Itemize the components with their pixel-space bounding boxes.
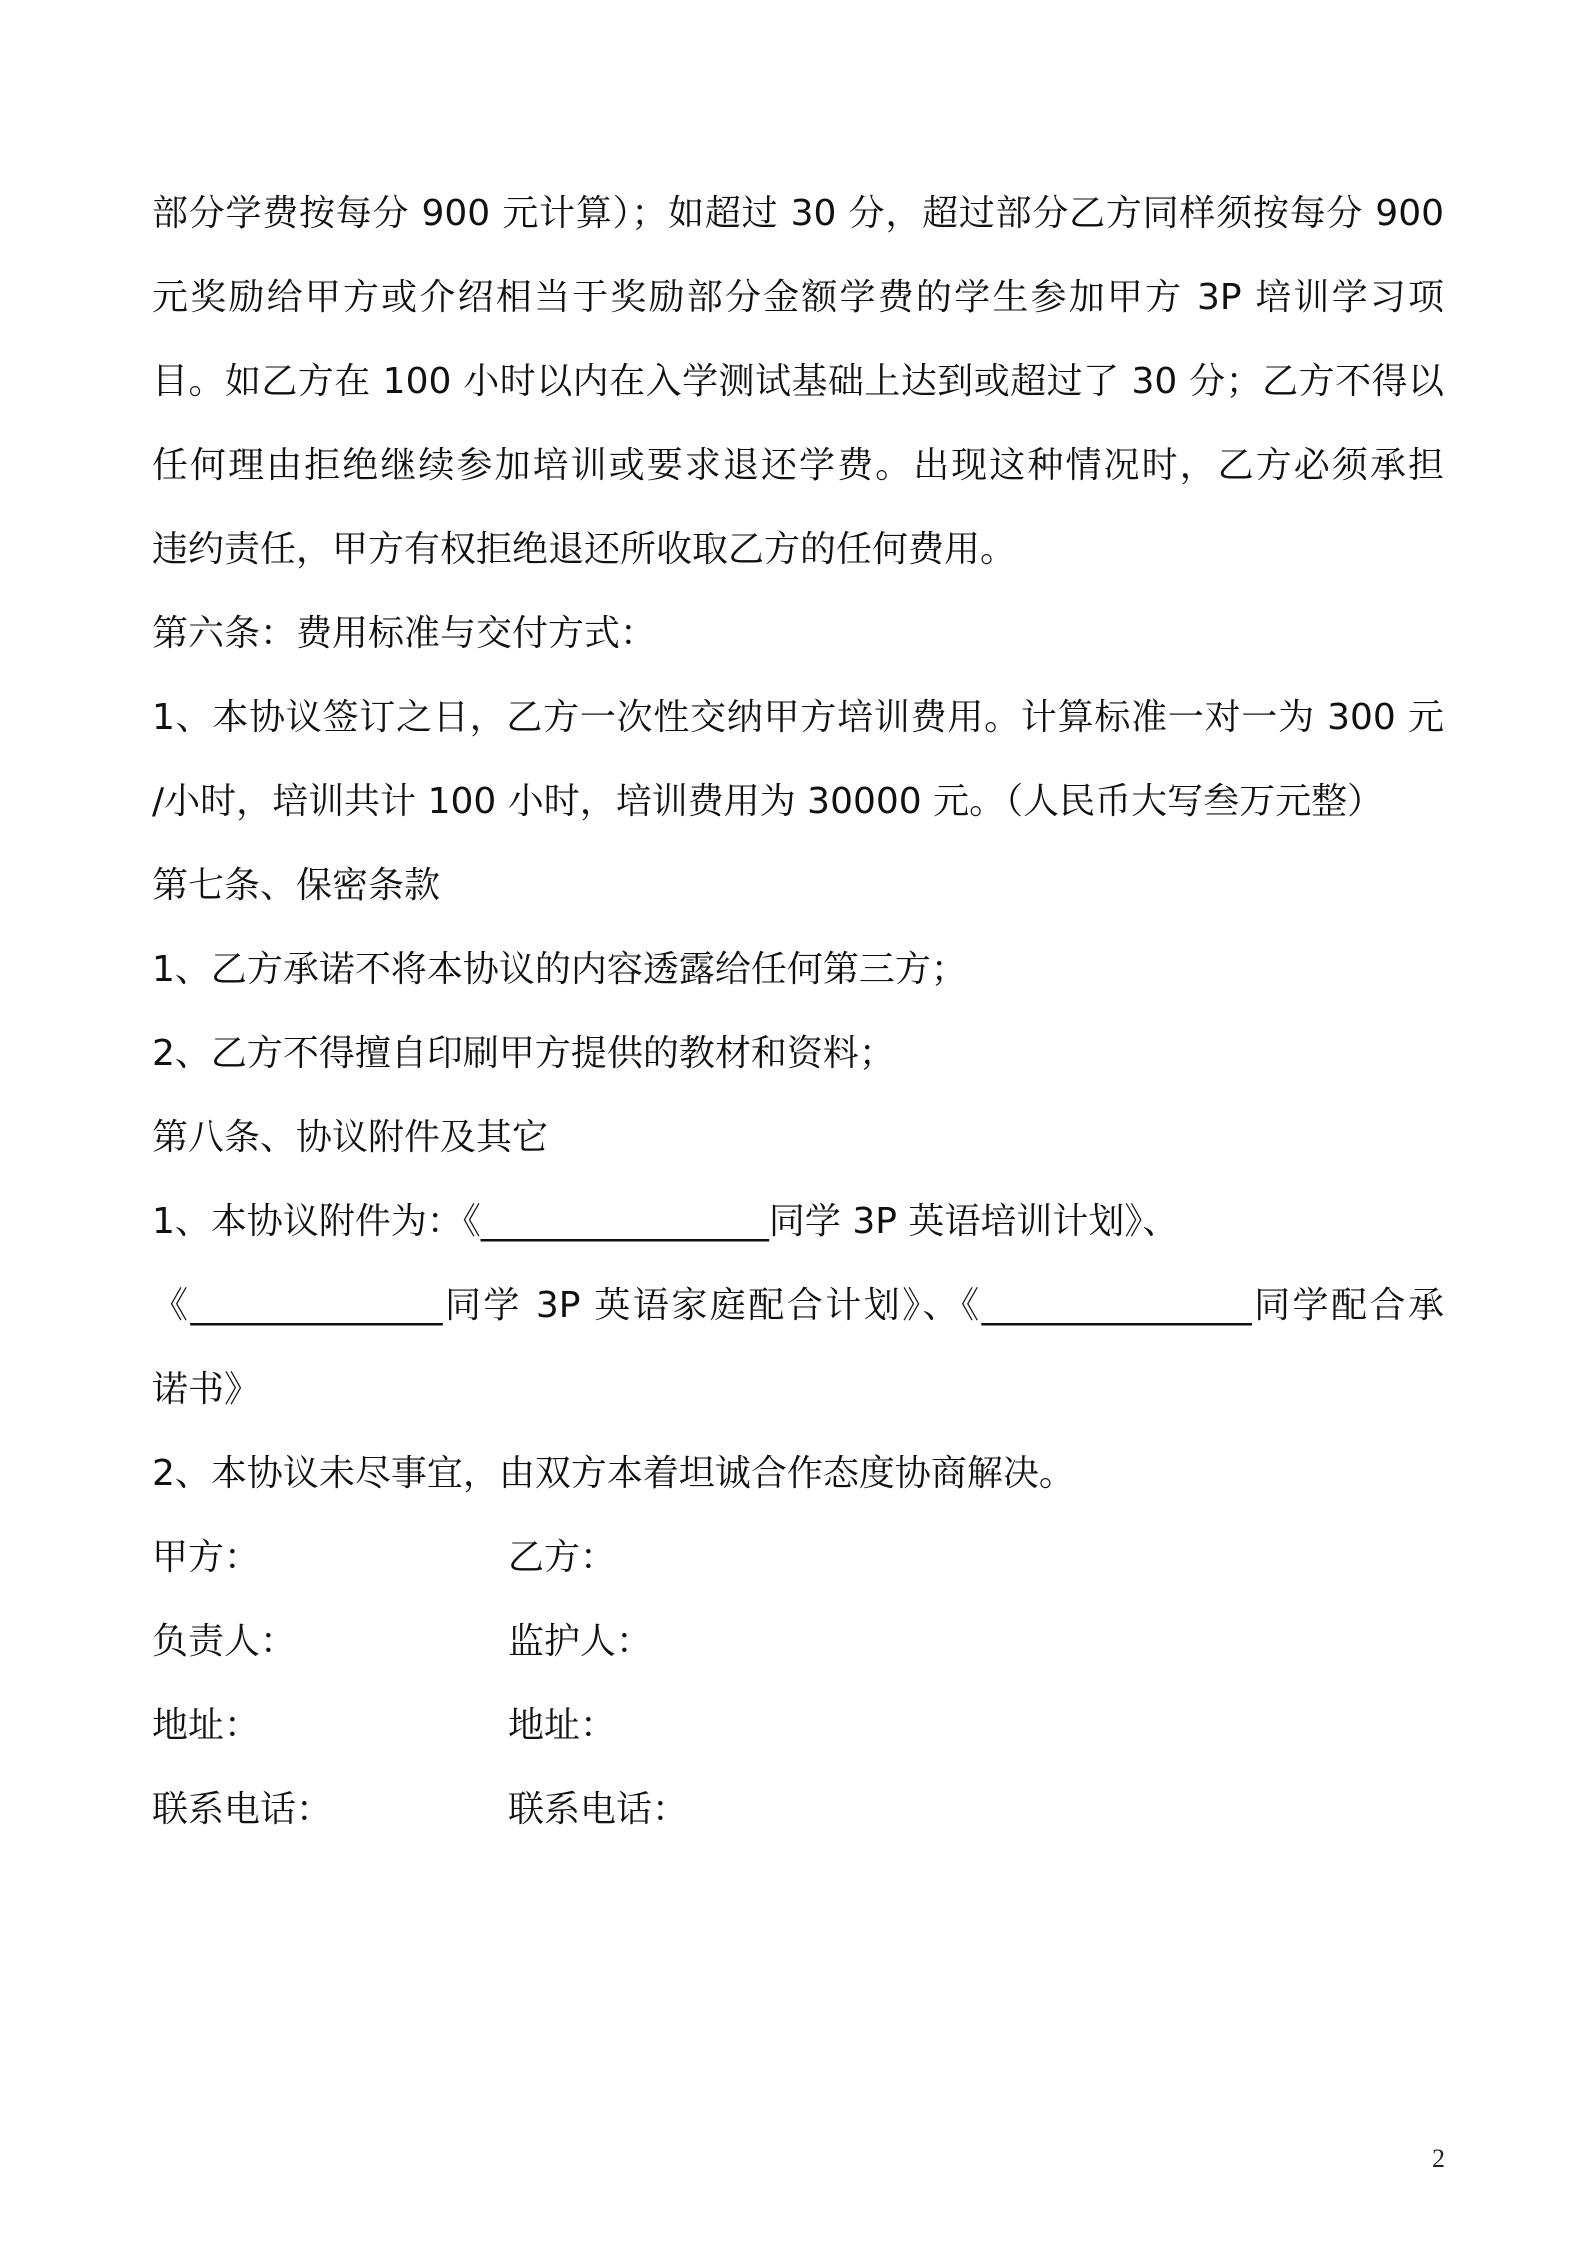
document-body [152,172,1452,1852]
section-heading: 第七条、保密条款 [152,865,441,906]
signature-row-address [152,1684,1452,1768]
paragraph-line: 2、乙方不得擅自印刷甲方提供的教材和资料； [152,1033,895,1074]
address-a-label: 地址： [152,1705,261,1746]
guardian-label: 监护人： [508,1621,653,1662]
page-number: 2 [1432,2144,1445,2173]
paragraph-line: 目。如乙方在 100 小时以内在入学测试基础上达到或超过了 30 分；乙方不得以 [152,361,1444,402]
paragraph-line: 2、本协议未尽事宜，由双方本着坦诚合作态度协商解决。 [152,1453,1075,1494]
paragraph-line: 诺书》 [152,1369,261,1410]
paragraph-line: 1、本协议签订之日，乙方一次性交纳甲方培训费用。计算标准一对一为 300 元 [152,697,1444,738]
party-b-label: 乙方： [508,1537,617,1578]
paragraph-line: /小时，培训共计 100 小时，培训费用为 30000 元。（人民币大写叁万元整） [152,781,1384,822]
address-b-label: 地址： [508,1705,617,1746]
signature-row-phone [152,1768,1452,1852]
signature-row-party [152,1516,1452,1600]
signature-row-person [152,1600,1452,1684]
section-heading: 第六条：费用标准与交付方式： [152,613,657,654]
section-heading: 第八条、协议附件及其它 [152,1117,549,1158]
paragraph-line: 部分学费按每分 900 元计算）；如超过 30 分，超过部分乙方同样须按每分 900 [152,193,1444,234]
paragraph-line: 1、本协议附件为：《________________同学 3P 英语培训计划》、 [152,1201,1179,1242]
phone-a-label: 联系电话： [152,1789,333,1830]
responsible-person-label: 负责人： [152,1621,297,1662]
paragraph-line: 元奖励给甲方或介绍相当于奖励部分金额学费的学生参加甲方 3P 培训学习项 [152,277,1444,318]
paragraph-line: 《______________同学 3P 英语家庭配合计划》、《_______________同学配合承 [152,1285,1444,1326]
paragraph-line: 违约责任，甲方有权拒绝退还所收取乙方的任何费用。 [152,529,1017,570]
paragraph-line: 任何理由拒绝继续参加培训或要求退还学费。出现这种情况时，乙方必须承担 [152,445,1444,486]
phone-b-label: 联系电话： [508,1789,689,1830]
paragraph-line: 1、乙方承诺不将本协议的内容透露给任何第三方； [152,949,967,990]
party-a-label: 甲方： [152,1537,261,1578]
